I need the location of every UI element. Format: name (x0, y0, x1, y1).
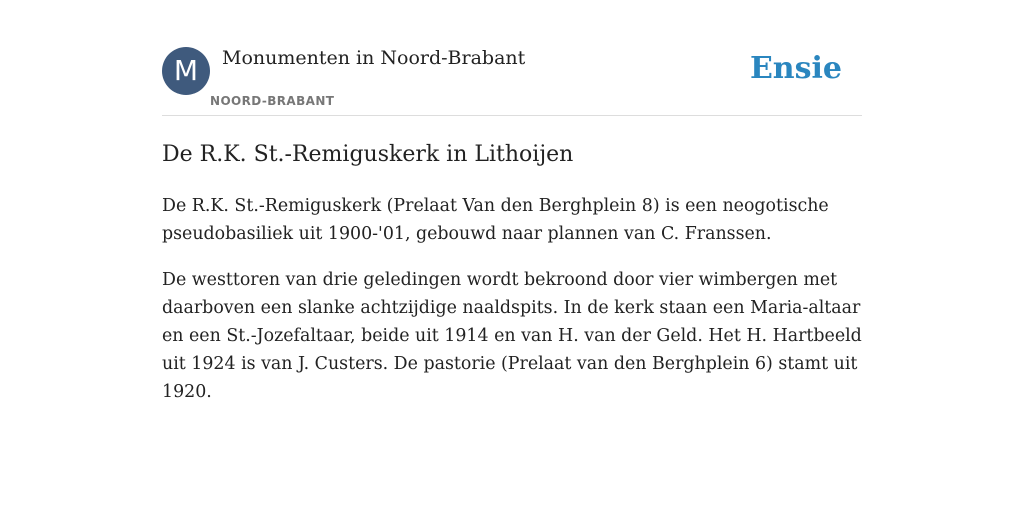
book-title-link[interactable]: Monumenten in Noord-Brabant (222, 47, 526, 69)
article-paragraph-2: De westtoren van drie geledingen wordt bekroond door vier wimbergen met daarboven een slanke achtzijdige naaldspits. In de kerk staan een Maria-altaar en een St.-Jozefaltaar, beide uit 1914 en van H. van der Geld. Het H. Hartbeeld uit 1924 is van J. Custers. De pastorie (Prelaat van den Berghplein 6) stamt uit 1920. (162, 270, 862, 402)
brand-logo[interactable]: Ensie (749, 51, 842, 86)
article-paragraph-1: De R.K. St.-Remiguskerk (Prelaat Van den Berghplein 8) is een neogotische pseudobasiliek uit 1900-'01, gebouwd naar plannen van C. Franssen. (162, 196, 829, 244)
category-link[interactable]: NOORD-BRABANT (210, 94, 335, 108)
avatar[interactable]: M (162, 47, 210, 95)
article-title: De R.K. St.-Remiguskerk in Lithoijen (162, 142, 574, 167)
page (162, 0, 862, 512)
header (162, 0, 862, 116)
